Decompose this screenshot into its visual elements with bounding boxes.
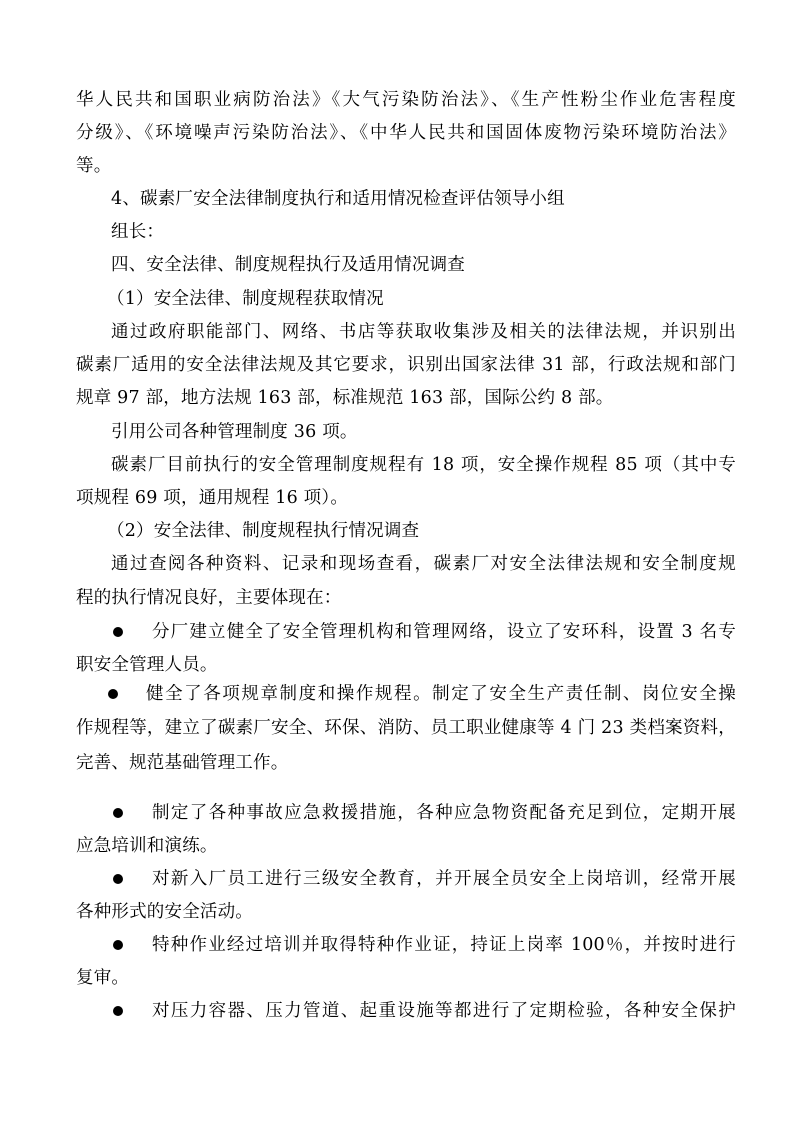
bullet-icon (113, 1006, 123, 1016)
bullet-item-line: 分厂建立健全了安全管理机构和管理网络，设立了安环科，设置 3 名专 (152, 622, 736, 642)
paragraph-line: 碳素厂适用的安全法律法规及其它要求，识别出国家法律 31 部，行政法规和部门 (76, 355, 736, 375)
bullet-item-line: 对新入厂员工进行三级安全教育，并开展全员安全上岗培训，经常开展 (152, 869, 736, 889)
paragraph-line: 组长： (111, 222, 165, 242)
bullet-icon (113, 874, 123, 884)
paragraph-line: 碳素厂目前执行的安全管理制度规程有 18 项，安全操作规程 85 项（其中专 (111, 455, 736, 475)
bullet-item-line: 作规程等，建立了碳素厂安全、环保、消防、员工职业健康等 4 门 23 类档案资料， (76, 718, 736, 738)
paragraph-line: 分级》、《环境噪声污染防治法》、《中华人民共和国固体废物污染环境防治法》 (76, 123, 736, 143)
subsection-heading: （1）安全法律、制度规程获取情况 (107, 289, 384, 309)
paragraph-line: 通过查阅各种资料、记录和现场查看，碳素厂对安全法律法规和安全制度规 (111, 554, 736, 574)
section-heading: 四、安全法律、制度规程执行及适用情况调查 (111, 255, 465, 275)
bullet-item-line: 应急培训和演练。 (76, 836, 218, 856)
paragraph-line: 程的执行情况良好，主要体现在： (76, 588, 342, 608)
section-heading: 4、碳素厂安全法律制度执行和适用情况检查评估领导小组 (111, 189, 565, 209)
paragraph-line: 项规程 69 项，通用规程 16 项）。 (76, 488, 349, 508)
paragraph-line: 等。 (76, 156, 112, 176)
bullet-item-line: 制定了各种事故应急救援措施，各种应急物资配备充足到位，定期开展 (152, 803, 736, 823)
paragraph-line: 华人民共和国职业病防治法》《大气污染防治法》、《生产性粉尘作业危害程度 (76, 90, 736, 110)
bullet-item-line: 健全了各项规章制度和操作规程。制定了安全生产责任制、岗位安全操 (146, 684, 736, 704)
paragraph-line: 引用公司各种管理制度 36 项。 (111, 422, 358, 442)
paragraph-line: 通过政府职能部门、网络、书店等获取收集涉及相关的法律法规，并识别出 (111, 322, 736, 342)
subsection-heading: （2）安全法律、制度规程执行情况调查 (107, 521, 420, 541)
bullet-icon (113, 940, 123, 950)
paragraph-line: 规章 97 部，地方法规 163 部，标准规范 163 部，国际公约 8 部。 (76, 388, 614, 408)
bullet-icon (108, 689, 118, 699)
bullet-item-line: 职安全管理人员。 (76, 655, 218, 675)
bullet-item-line: 对压力容器、压力管道、起重设施等都进行了定期检验，各种安全保护 (152, 1001, 736, 1021)
bullet-item-line: 复审。 (76, 968, 130, 988)
bullet-item-line: 特种作业经过培训并取得特种作业证，持证上岗率 100％，并按时进行 (152, 935, 736, 955)
bullet-item-line: 各种形式的安全活动。 (76, 902, 253, 922)
bullet-icon (113, 808, 123, 818)
bullet-item-line: 完善、规范基础管理工作。 (76, 753, 289, 773)
bullet-icon (113, 627, 123, 637)
